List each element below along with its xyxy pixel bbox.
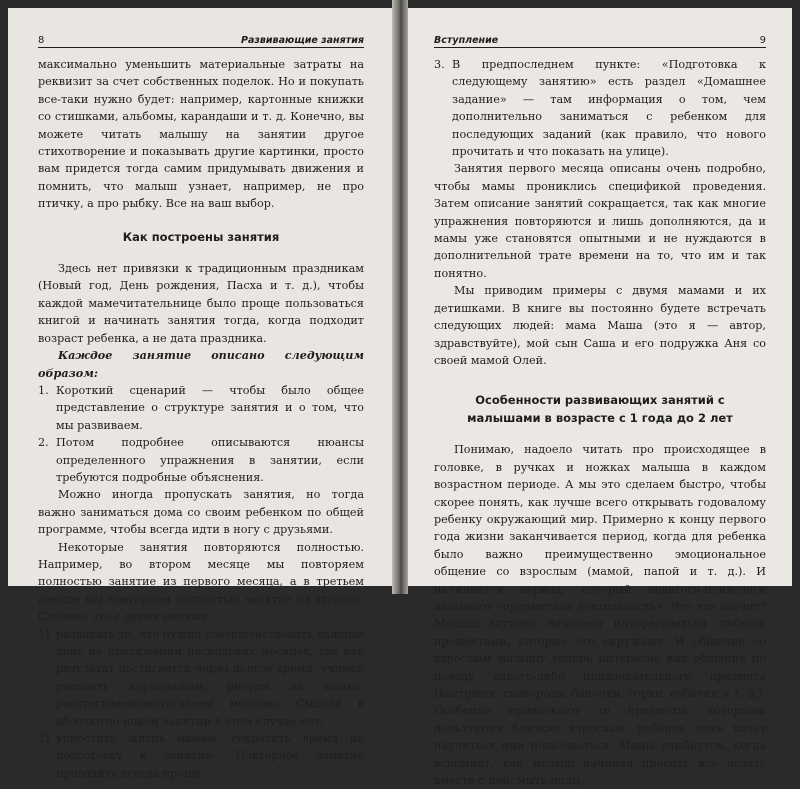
list-item <box>38 382 364 434</box>
page-number-right: 9 <box>759 35 766 46</box>
list-item <box>434 56 766 160</box>
list-marker: 2) <box>38 732 50 746</box>
list-item-text: В предпоследнем пункте: «Подготовка к следующему занятию» есть раздел «Домашнее задание» — там информация о том, чем дополнительно заниматься с ребенком для последующих заданий (как правило, что нового прочитать и что показать на улице). <box>452 58 766 159</box>
list-item-text: Потом подробнее описываются нюансы определенного упражнения в занятии, если требуются подробные объяснения. <box>56 436 364 484</box>
paragraph-first-month: Занятия первого месяца описаны очень подробно, чтобы мамы прониклись спецификой проведения. Затем описание занятий сокращается, так как многие упражнения повторяются и лишь дополняются, да и мамы уже становятся опытными и не нуждаются в дополнительной трате времени на то, что им и так понятно. <box>434 162 766 280</box>
list-item <box>38 730 364 782</box>
numbered-list <box>38 382 364 486</box>
paragraph-no-holidays: Здесь нет привязки к традиционным праздникам (Новый год, День рождения, Пасха и т. д.), чтобы каждой мамечитательнице было проще пользоваться книгой и начинать занятия тогда, когда подходит возраст ребенка, а не дата праздника. <box>38 262 364 345</box>
numbered-list-continued <box>434 56 766 160</box>
list-marker: 1. <box>38 383 49 397</box>
right-body-text <box>434 56 766 789</box>
lead-in-heading: Каждое занятие описано следующим образом: <box>38 348 364 380</box>
paragraph-age-features: Понимаю, надоело читать про происходящее в головке, в ручках и ножках малыша в каждом возрастном периоде. А мы это сделаем быстро, чтобы скорее понять, как лучше всего открывать годовалому ребенку окружающий мир. Примерно к концу первого года жизни заканчивается период, когда для ребенка было важно преимущественно эмоциональное общение со взрослым (мамой, папой и т. д.). И начинается период, который педагоги-психологи называют «предметная деятельность». Что это значит? Малыш активно начинает интересоваться любыми предметами, которые его окружают. И общение со взрослым малышу теперь интересно как общение по поводу какого-либо привлекательного предмета (кастрюля, сковорода, баночки, горки, собачки и т. д.). Особенно привлекают те предметы, которыми пользуются близкие взрослые, ребенок тоже хочет научиться ими пользоваться. Мамы улыбнутся, когда вспомнят, как малыш начинал просить все делать вместе с ней: мыть полы, <box>434 443 766 788</box>
left-body-text <box>38 56 364 782</box>
right-page <box>408 8 792 788</box>
intro-paragraph: максимально уменьшить материальные затраты на реквизит за счет собственных поделок. Но и покупать все-таки нужно будет: например, картонные книжки со стишками, альбомы, карандаши и т. д. Конечно, вы можете читать малышу на занятии другое стихотворение и показывать другие картинки, просто вам придется тогда самим придумывать движения и помнить, что малыш узнает, например, не про птичку, а про рыбку. Все на ваш выбор. <box>38 58 364 211</box>
list-marker: 3. <box>434 58 445 71</box>
list-item-text: Короткий сценарий — чтобы было общее представление о структуре занятия и о том, что мы развиваем. <box>56 383 364 432</box>
paragraph-repeats: Некоторые занятия повторяются полностью. Например, во втором месяце мы повторяем полностью занятие из первого месяца, а в третьем месяце мы повторяем полностью занятие из второго. Сделано это с двумя целями: <box>38 540 364 624</box>
list-item-text: упростить жизнь мамам: сократить время на подготовку к занятию. Повторное занятие проводить всегда проще. <box>56 732 364 780</box>
page-number-left: 8 <box>38 35 45 46</box>
book-gutter <box>392 0 408 594</box>
section-heading-right: Особенности развивающих занятий с малышами в возрасте с 1 года до 2 лет <box>467 393 733 426</box>
paragraph-skipping: Можно иногда пропускать занятия, но тогда важно заниматься дома со своим ребенком по общей программе, чтобы всегда идти в ногу с друзьями. <box>38 488 364 537</box>
right-running-head <box>434 8 766 48</box>
left-page <box>8 8 392 780</box>
running-head-title-right: Вступление <box>434 35 499 46</box>
goals-list <box>38 626 364 783</box>
running-head-title-left: Развивающие занятия <box>241 35 364 46</box>
paragraph-examples: Мы приводим примеры с двумя мамами и их детишками. В книге вы постоянно будете встречать следующих людей: мама Маша (это я — автор, здравствуйте), мой сын Саша и его подружка Аня со своей мамой Олей. <box>434 284 766 367</box>
left-running-head <box>38 8 364 48</box>
list-marker: 1) <box>38 627 50 641</box>
list-item <box>38 626 364 730</box>
list-item-text: развивать то, что нужно совершенствовать каждый день на протяжении нескольких месяцев, так как результат достигается через долгое время: учимся рисовать карандашом, рисуем на манке, расстегиваем/застегиваем молнию. Смысла в абсолютно новом занятии в этом случае нет; <box>56 627 364 728</box>
section-heading-left: Как построены занятия <box>122 229 280 244</box>
list-marker: 2. <box>38 436 49 450</box>
list-item <box>38 434 364 486</box>
